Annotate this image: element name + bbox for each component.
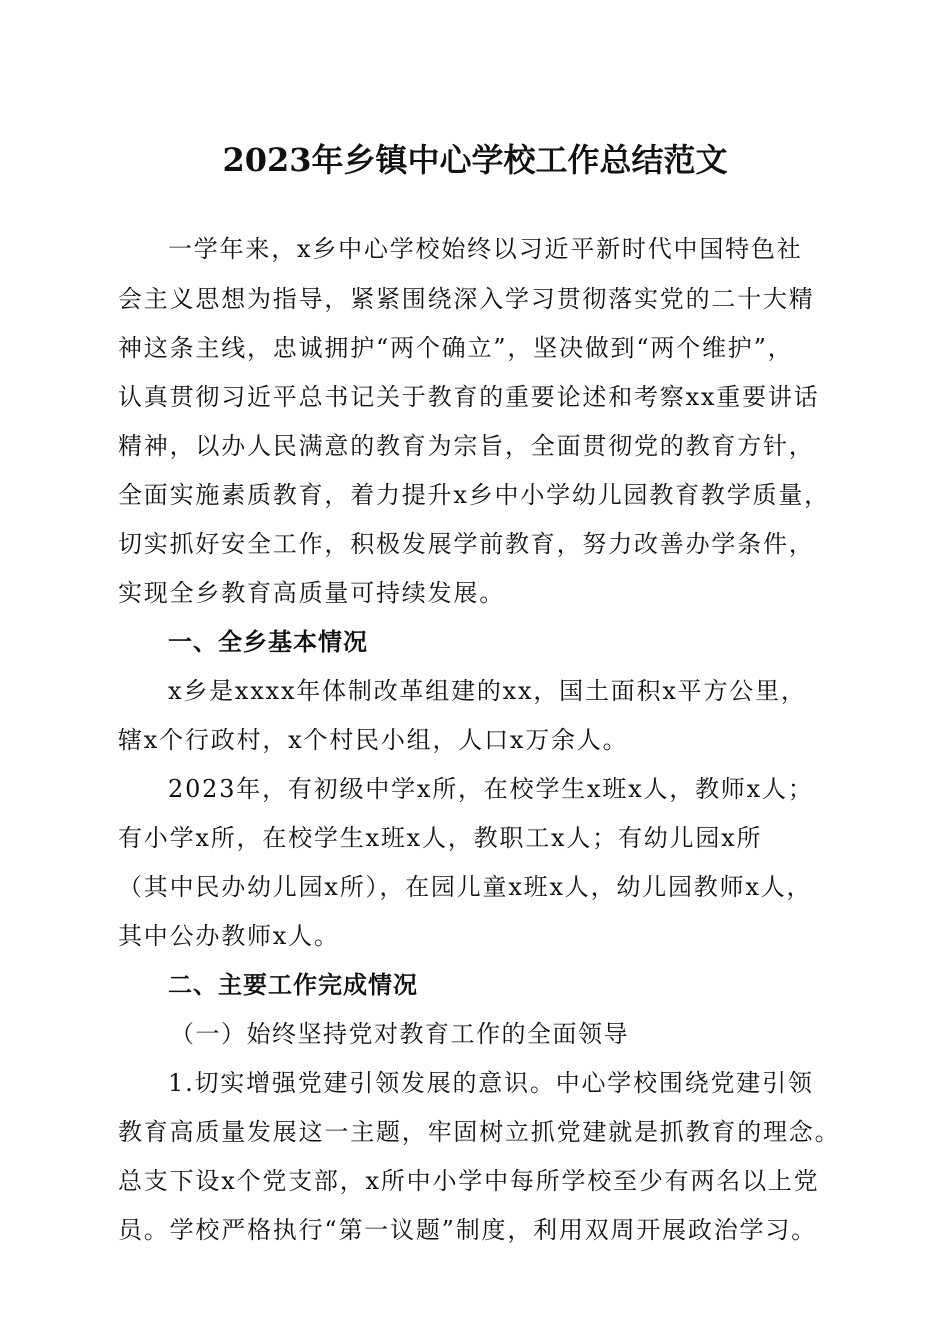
paragraph-line: 切实抓好安全工作，积极发展学前教育，努力改善办学条件， <box>118 530 815 558</box>
paragraph-line: 认真贯彻习近平总书记关于教育的重要论述和考察xx重要讲话 <box>118 383 820 411</box>
paragraph-line: 会主义思想为指导，紧紧围绕深入学习贯彻落实党的二十大精 <box>118 285 815 313</box>
paragraph-line: 辖x个行政村，x个村民小组，人口x万余人。 <box>118 726 629 754</box>
paragraph-line: 1.切实增强党建引领发展的意识。中心学校围绕党建引领 <box>168 1069 814 1097</box>
paragraph-line: 精神，以办人民满意的教育为宗旨，全面贯彻党的教育方针， <box>118 432 815 460</box>
section-heading: 一、全乡基本情况 <box>168 628 368 656</box>
subsection-heading: （一）始终坚持党对教育工作的全面领导 <box>170 1020 629 1048</box>
paragraph-line: 神这条主线，忠诚拥护“两个确立”，坚决做到“两个维护”， <box>118 334 794 362</box>
paragraph-line: 员。学校严格执行“第一议题”制度，利用双周开展政治学习。 <box>118 1216 817 1244</box>
paragraph-line: 全面实施素质教育，着力提升x乡中小学幼儿园教育教学质量， <box>118 481 830 509</box>
paragraph-line: x乡是xxxx年体制改革组建的xx，国土面积x平方公里， <box>168 677 807 705</box>
paragraph-line: 教育高质量发展这一主题，牢固树立抓党建就是抓教育的理念。 <box>118 1118 841 1146</box>
paragraph-line: （其中民办幼儿园x所），在园儿童x班x人，幼儿园教师x人， <box>118 873 813 901</box>
document-title: 2023年乡镇中心学校工作总结范文 <box>222 141 728 179</box>
section-heading: 二、主要工作完成情况 <box>168 971 418 999</box>
paragraph-line: 其中公办教师x人。 <box>118 922 340 950</box>
paragraph-line: 总支下设x个党支部，x所中小学中每所学校至少有两名以上党 <box>118 1167 820 1195</box>
paragraph-line: 一学年来，x乡中心学校始终以习近平新时代中国特色社 <box>168 235 803 263</box>
paragraph-line: 有小学x所，在校学生x班x人，教职工x人；有幼儿园x所 <box>118 824 763 852</box>
paragraph-line: 2023年，有初级中学x所，在校学生x班x人，教师x人； <box>168 775 814 803</box>
paragraph-line: 实现全乡教育高质量可持续发展。 <box>118 579 505 607</box>
